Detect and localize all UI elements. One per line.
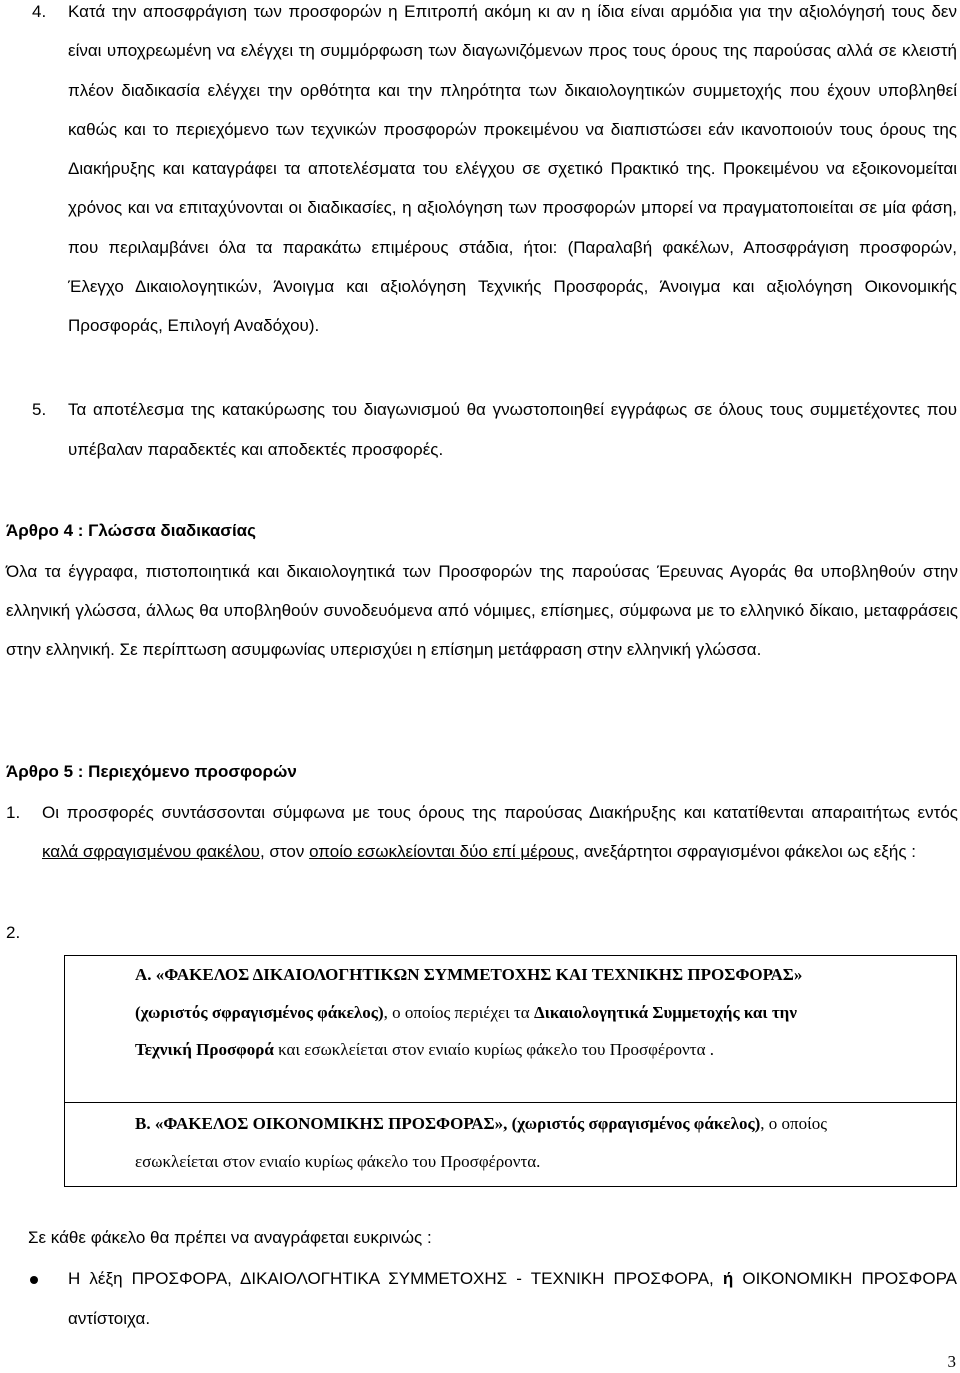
envelope-a-text [135, 956, 839, 1069]
article-5-heading: Άρθρο 5 : Περιεχόμενο προσφορών [6, 762, 297, 781]
page-number: 3 [947, 1352, 956, 1371]
list-item-text: Τα αποτέλεσμα της κατακύρωσης του διαγωνισμού θα γνωστοποιηθεί εγγράφως σε όλους τους συμμετέχοντες που υπέβαλαν παραδεκτές και αποδεκτές προσφορές. [68, 400, 957, 459]
text-run: , ανεξάρτητοι σφραγισμένοι φάκελοι ως εξής : [574, 842, 916, 861]
bullet-icon [30, 1276, 38, 1284]
article-4-paragraph: Όλα τα έγγραφα, πιστοποιητικά και δικαιολογητικά των Προσφορών της παρούσας Έρευνας Αγοράς θα υποβληθούν στην ελληνική γλώσσα, άλλως θα υποβληθούν συνοδευόμενα από νόμιμες, επίσημες, σύμφωνα με το ελληνικό δίκαιο, μεταφράσεις στην ελληνική. Σε περίπτωση ασυμφωνίας υπερισχύει η επίσημη μετάφραση στην ελληνική γλώσσα. [6, 562, 958, 659]
text-run: , ο οποίος περιέχει τα [383, 1002, 534, 1022]
underlined-text: καλά σφραγισμένου φακέλου [42, 842, 260, 861]
article-4-heading: Άρθρο 4 : Γλώσσα διαδικασίας [6, 521, 256, 540]
text-run: Η λέξη ΠΡΟΣΦΟΡΑ, ΔΙΚΑΙΟΛΟΓΗΤΙΚΑ ΣΥΜΜΕΤΟΧΗΣ - ΤΕΧΝΙΚΗ ΠΡΟΣΦΟΡΑ, [68, 1269, 723, 1288]
envelope-a-contents: Δικαιολογητικά Συμμετοχής και την Τεχνική Προσφορά [135, 1002, 797, 1059]
list-item-5 [0, 390, 960, 470]
text-run: Οι προσφορές συντάσσονται σύμφωνα με τους όρους της παρούσας Διακήρυξης και κατατίθενται απαραιτήτως εντός [42, 803, 958, 822]
envelope-b-title: Β. «ΦΑΚΕΛΟΣ ΟΙΚΟΝΟΜΙΚΗΣ ΠΡΟΣΦΟΡΑΣ», (χωριστός σφραγισμένος φάκελος) [135, 1114, 761, 1133]
list-number: 4. [32, 2, 47, 21]
box-divider [65, 1102, 956, 1103]
text-run: ΟΙΚΟΝΟΜΙΚΗ ΠΡΟΣΦΟΡΑ αντίστοιχα. [68, 1269, 957, 1328]
bullet-item [68, 1259, 957, 1339]
underlined-text: οποίο εσωκλείονται δύο επί μέρους [309, 842, 575, 861]
list-number: 5. [32, 400, 47, 419]
envelopes-box [64, 955, 957, 1187]
list-item-text [42, 793, 958, 871]
list-item-4 [0, 0, 960, 346]
envelope-b-text [135, 1105, 839, 1180]
note-text: Σε κάθε φάκελο θα πρέπει να αναγράφεται ευκρινώς : [28, 1228, 432, 1247]
bold-text: ή [722, 1269, 734, 1288]
envelope-a-title: Α. «ΦΑΚΕΛΟΣ ΔΙΚΑΙΟΛΟΓΗΤΙΚΩΝ ΣΥΜΜΕΤΟΧΗΣ ΚΑΙ ΤΕΧΝΙΚΗΣ ΠΡΟΣΦΟΡΑΣ» (χωριστός σφραγισμένος φάκελος) [135, 965, 803, 1022]
list-number: 1. [6, 803, 21, 822]
article-5-item-1 [0, 793, 960, 871]
text-run: , στον [259, 842, 310, 861]
text-run: και εσωκλείεται στον ενιαίο κυρίως φάκελο του Προσφέροντα . [273, 1040, 714, 1059]
list-number: 2. [6, 923, 21, 942]
text-run: , ο οποίος εσωκλείεται στον ενιαίο κυρίως φάκελο του Προσφέροντα. [135, 1114, 827, 1171]
list-item-text: Κατά την αποσφράγιση των προσφορών η Επιτροπή ακόμη κι αν η ίδια είναι αρμόδια για την αξιολόγησή τους δεν είναι υποχρεωμένη να ελέγχει τη συμμόρφωση των διαγωνιζόμενων προς τους όρους της παρούσας αλλά σε κλειστή πλέον διαδικασία ελέγχει την ορθότητα και την πληρότητα των δικαιολογητικών συμμετοχής που έχουν υποβληθεί καθώς και το περιεχόμενο των τεχνικών προσφορών προκειμένου να διαπιστώσει εάν ικανοποιούν τους όρους της Διακήρυξης και καταγράφει τα αποτελέσματα του ελέγχου σε σχετικό Πρακτικό της. Προκειμένου να εξοικονομείται χρόνος και να επιταχύνονται οι διαδικασίες, η αξιολόγηση των προσφορών μπορεί να πραγματοποιείται σε μία φάση, που περιλαμβάνει όλα τα παρακάτω επιμέρους στάδια, ήτοι: (Παραλαβή φακέλων, Αποσφράγιση προσφορών, Έλεγχο Δικαιολογητικών, Άνοιγμα και αξιολόγηση Τεχνικής Προσφοράς, Άνοιγμα και αξιολόγηση Οικονομικής Προσφοράς, Επιλογή Αναδόχου). [68, 2, 957, 336]
